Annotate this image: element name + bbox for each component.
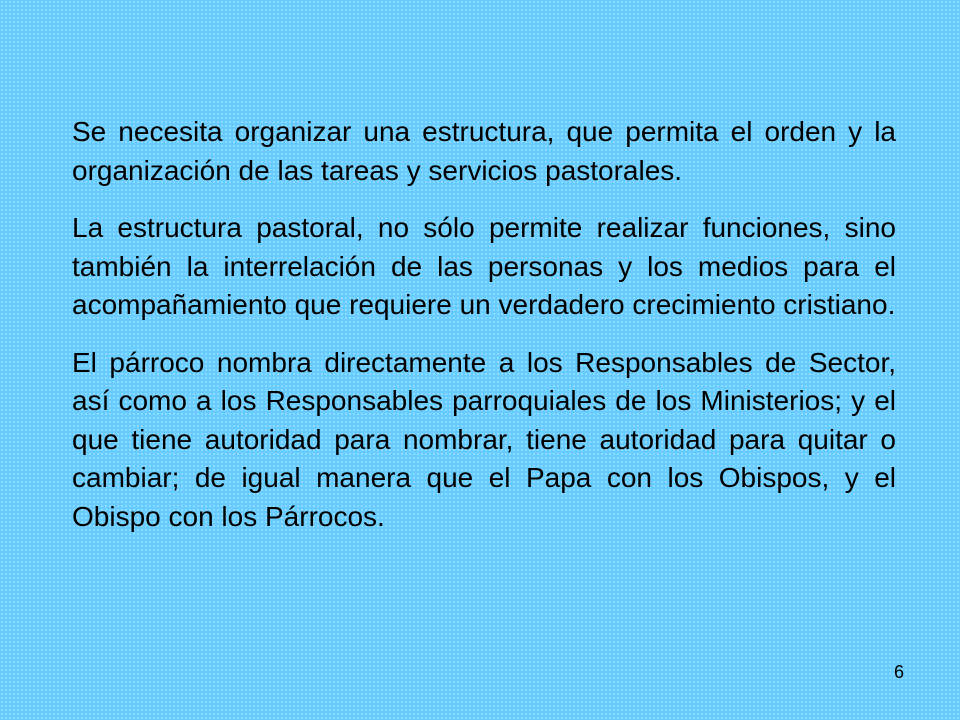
paragraph-pastoral-structure: La estructura pastoral, no sólo permite realizar funciones, sino también la interrelación de las personas y los medios para el acompañamiento que requiere un verdadero crecimiento cristiano. — [72, 212, 896, 320]
paragraph-parish-priest-authority: El párroco nombra directamente a los Responsables de Sector, así como a los Responsables parroquiales de los Ministerios; y el que tiene autoridad para nombrar, tiene autoridad para quitar o cambiar; de igual manera que el Papa con los Obispos, y el Obispo con los Párrocos. — [72, 346, 896, 532]
slide-number: 6 — [893, 662, 904, 682]
paragraph-structure-need: Se necesita organizar una estructura, que permita el orden y la organización de las tareas y servicios pastorales. — [72, 116, 896, 186]
slide-body — [72, 113, 896, 536]
